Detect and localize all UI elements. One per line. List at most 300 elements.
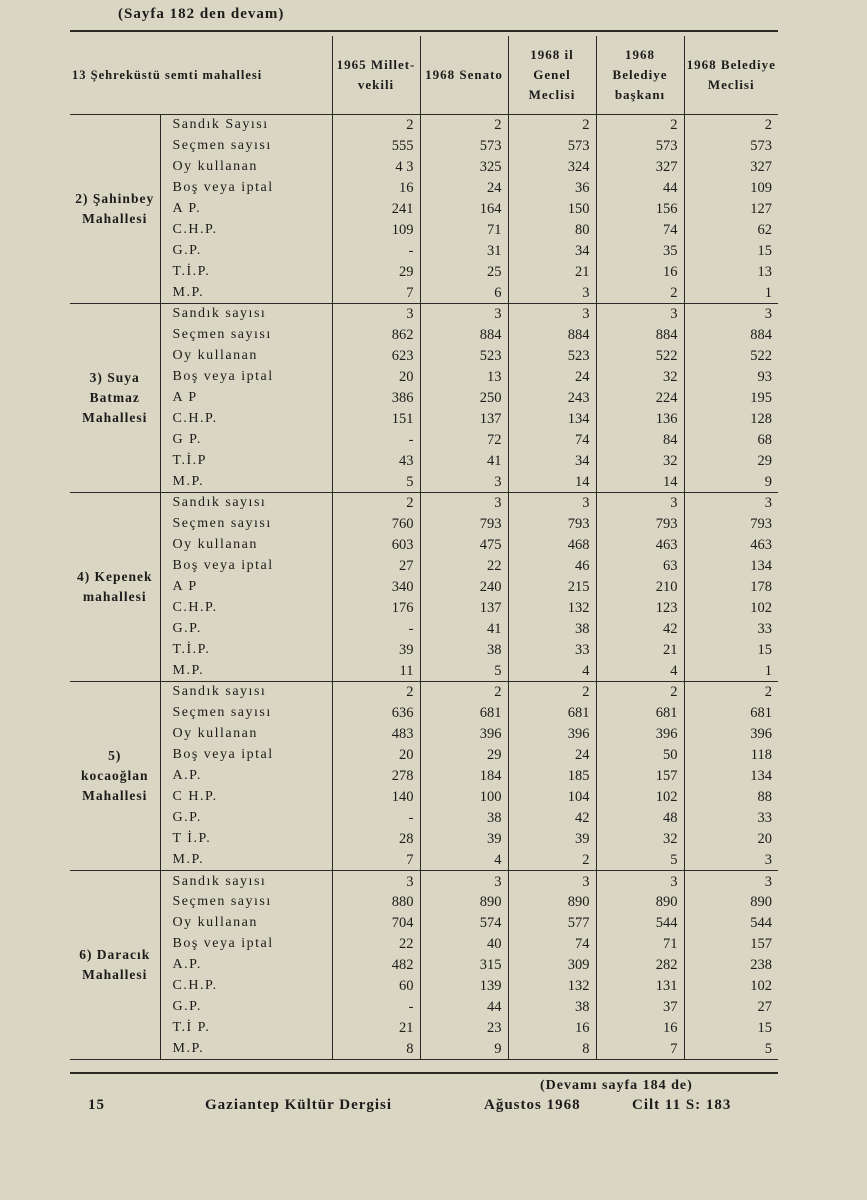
cell-value: 14 <box>596 471 684 492</box>
cell-value: 4 3 <box>332 157 420 178</box>
cell-value: 46 <box>508 556 596 577</box>
cell-value: 104 <box>508 787 596 808</box>
election-results-table <box>70 36 778 1060</box>
cell-value: 134 <box>508 408 596 429</box>
neighborhood-name: 3) Suya Batmaz Mahallesi <box>70 304 160 493</box>
cell-value: 396 <box>684 724 778 745</box>
row-label: M.P. <box>160 849 332 870</box>
row-label: T.İ.P <box>160 450 332 471</box>
cell-value: 5 <box>596 849 684 870</box>
neighborhood-name: 5) kocaoğlan Mahallesi <box>70 682 160 871</box>
row-label: C.H.P. <box>160 219 332 240</box>
cell-value: 60 <box>332 976 420 997</box>
cell-value: 74 <box>508 429 596 450</box>
cell-value: 41 <box>420 450 508 471</box>
cell-value: 681 <box>420 703 508 724</box>
cell-value: 14 <box>508 471 596 492</box>
row-label: Boş veya iptal <box>160 745 332 766</box>
header-1965-deputy: 1965 Millet-vekili <box>332 36 420 115</box>
cell-value: 33 <box>684 807 778 828</box>
cell-value: 396 <box>508 724 596 745</box>
cell-value: 178 <box>684 577 778 598</box>
cell-value: 68 <box>684 429 778 450</box>
row-label: C.H.P. <box>160 976 332 997</box>
row-label: Seçmen sayısı <box>160 325 332 346</box>
cell-value: 475 <box>420 535 508 556</box>
table-row <box>70 157 778 178</box>
cell-value: 164 <box>420 199 508 220</box>
row-label: T.İ.P. <box>160 261 332 282</box>
cell-value: 577 <box>508 913 596 934</box>
table-row <box>70 535 778 556</box>
cell-value: 325 <box>420 157 508 178</box>
cell-value: 468 <box>508 535 596 556</box>
row-label: Boş veya iptal <box>160 556 332 577</box>
row-label: C.H.P. <box>160 597 332 618</box>
row-label: Seçmen sayısı <box>160 514 332 535</box>
cell-value: 2 <box>508 115 596 136</box>
cell-value: 157 <box>596 766 684 787</box>
page-number: 15 <box>88 1097 105 1113</box>
cell-value: 636 <box>332 703 420 724</box>
table-row <box>70 828 778 849</box>
cell-value: 15 <box>684 639 778 660</box>
table-row <box>70 346 778 367</box>
cell-value: 327 <box>684 157 778 178</box>
cell-value: 315 <box>420 955 508 976</box>
cell-value: 573 <box>508 136 596 157</box>
table-row <box>70 556 778 577</box>
cell-value: 102 <box>684 597 778 618</box>
cell-value: 134 <box>684 556 778 577</box>
cell-value: 3 <box>684 871 778 892</box>
cell-value: 3 <box>420 304 508 325</box>
cell-value: 573 <box>420 136 508 157</box>
cell-value: 3 <box>596 871 684 892</box>
row-label: G.P. <box>160 240 332 261</box>
row-label: G.P. <box>160 618 332 639</box>
table-header-row <box>70 36 778 115</box>
cell-value: 2 <box>596 282 684 303</box>
row-label: C H.P. <box>160 787 332 808</box>
row-label: G.P. <box>160 807 332 828</box>
cell-value: 127 <box>684 199 778 220</box>
row-label: Boş veya iptal <box>160 178 332 199</box>
cell-value: 8 <box>508 1038 596 1059</box>
cell-value: 555 <box>332 136 420 157</box>
cell-value: 5 <box>420 660 508 681</box>
cell-value: 38 <box>508 618 596 639</box>
cell-value: 150 <box>508 199 596 220</box>
cell-value: 3 <box>332 304 420 325</box>
row-label: T İ.P. <box>160 828 332 849</box>
row-label: Sandık sayısı <box>160 493 332 514</box>
cell-value: - <box>332 807 420 828</box>
table-row <box>70 388 778 409</box>
table-row <box>70 282 778 303</box>
cell-value: 156 <box>596 199 684 220</box>
table-row <box>70 136 778 157</box>
cell-value: 137 <box>420 408 508 429</box>
cell-value: 137 <box>420 597 508 618</box>
neighborhood-name: 4) Kepenek mahallesi <box>70 493 160 682</box>
cell-value: 2 <box>684 115 778 136</box>
journal-name: Gaziantep Kültür Dergisi <box>205 1097 393 1113</box>
cell-value: 2 <box>596 115 684 136</box>
cell-value: 39 <box>420 828 508 849</box>
cell-value: 136 <box>596 408 684 429</box>
cell-value: 84 <box>596 429 684 450</box>
cell-value: 862 <box>332 325 420 346</box>
table-row <box>70 618 778 639</box>
cell-value: 3 <box>596 493 684 514</box>
cell-value: 3 <box>508 871 596 892</box>
neighborhood-name: 6) Daracık Mahallesi <box>70 871 160 1060</box>
cell-value: 574 <box>420 913 508 934</box>
cell-value: - <box>332 618 420 639</box>
cell-value: 13 <box>684 261 778 282</box>
row-label: Boş veya iptal <box>160 934 332 955</box>
cell-value: 132 <box>508 976 596 997</box>
cell-value: 71 <box>596 934 684 955</box>
table-row <box>70 787 778 808</box>
cell-value: 32 <box>596 450 684 471</box>
cell-value: 890 <box>508 892 596 913</box>
table-body <box>70 115 778 1060</box>
table-row <box>70 1038 778 1059</box>
cell-value: 100 <box>420 787 508 808</box>
row-label: G P. <box>160 429 332 450</box>
cell-value: 793 <box>596 514 684 535</box>
cell-value: 42 <box>508 807 596 828</box>
cell-value: 34 <box>508 450 596 471</box>
cell-value: 7 <box>596 1038 684 1059</box>
cell-value: 24 <box>508 745 596 766</box>
cell-value: 48 <box>596 807 684 828</box>
cell-value: 118 <box>684 745 778 766</box>
cell-value: 25 <box>420 261 508 282</box>
cell-value: 522 <box>596 346 684 367</box>
table-row <box>70 996 778 1017</box>
cell-value: 2 <box>596 682 684 703</box>
cell-value: 238 <box>684 955 778 976</box>
cell-value: 3 <box>684 304 778 325</box>
cell-value: 71 <box>420 219 508 240</box>
cell-value: 9 <box>420 1038 508 1059</box>
cell-value: 50 <box>596 745 684 766</box>
cell-value: 128 <box>684 408 778 429</box>
cell-value: 4 <box>596 660 684 681</box>
cell-value: 3 <box>420 471 508 492</box>
cell-value: 8 <box>332 1038 420 1059</box>
table-row <box>70 577 778 598</box>
cell-value: 27 <box>684 996 778 1017</box>
cell-value: 139 <box>420 976 508 997</box>
table-row <box>70 682 778 703</box>
cell-value: 131 <box>596 976 684 997</box>
cell-value: 29 <box>332 261 420 282</box>
cell-value: 16 <box>508 1017 596 1038</box>
table-row <box>70 871 778 892</box>
cell-value: 2 <box>420 115 508 136</box>
cell-value: 681 <box>684 703 778 724</box>
row-label: C.H.P. <box>160 408 332 429</box>
cell-value: 44 <box>420 996 508 1017</box>
cell-value: 544 <box>684 913 778 934</box>
neighborhood-name: 2) Şahinbey Mahallesi <box>70 115 160 304</box>
table-row <box>70 514 778 535</box>
row-label: G.P. <box>160 996 332 1017</box>
row-label: T.İ.P. <box>160 639 332 660</box>
cell-value: 185 <box>508 766 596 787</box>
cell-value: 396 <box>420 724 508 745</box>
issue-date: Ağustos 1968 <box>484 1097 581 1113</box>
cell-value: 28 <box>332 828 420 849</box>
table-row <box>70 913 778 934</box>
table-row <box>70 976 778 997</box>
volume-issue: Cilt 11 S: 183 <box>632 1097 732 1113</box>
row-label: Sandık sayısı <box>160 304 332 325</box>
row-label: A P <box>160 577 332 598</box>
cell-value: 123 <box>596 597 684 618</box>
cell-value: 44 <box>596 178 684 199</box>
table-row <box>70 955 778 976</box>
cell-value: 3 <box>508 282 596 303</box>
cell-value: 36 <box>508 178 596 199</box>
cell-value: 80 <box>508 219 596 240</box>
row-label: Oy kullanan <box>160 913 332 934</box>
cell-value: 24 <box>420 178 508 199</box>
cell-value: 62 <box>684 219 778 240</box>
cell-value: 21 <box>596 639 684 660</box>
cell-value: 215 <box>508 577 596 598</box>
cell-value: 102 <box>684 976 778 997</box>
cell-value: 24 <box>508 367 596 388</box>
cell-value: 29 <box>684 450 778 471</box>
cell-value: 760 <box>332 514 420 535</box>
header-1968-municipal-council: 1968 Belediye Meclisi <box>684 36 778 115</box>
cell-value: 544 <box>596 913 684 934</box>
row-label: Oy kullanan <box>160 724 332 745</box>
row-label: Oy kullanan <box>160 157 332 178</box>
cell-value: 74 <box>596 219 684 240</box>
table-row <box>70 724 778 745</box>
cell-value: 21 <box>332 1017 420 1038</box>
cell-value: 22 <box>420 556 508 577</box>
cell-value: 793 <box>508 514 596 535</box>
cell-value: 522 <box>684 346 778 367</box>
cell-value: 31 <box>420 240 508 261</box>
cell-value: 3 <box>684 493 778 514</box>
cell-value: 3 <box>420 493 508 514</box>
row-label: M.P. <box>160 282 332 303</box>
row-label: Seçmen sayısı <box>160 703 332 724</box>
table-row <box>70 703 778 724</box>
cell-value: 37 <box>596 996 684 1017</box>
cell-value: 7 <box>332 849 420 870</box>
table-row <box>70 304 778 325</box>
cell-value: 38 <box>420 639 508 660</box>
cell-value: 2 <box>332 682 420 703</box>
cell-value: 1 <box>684 282 778 303</box>
cell-value: 2 <box>332 493 420 514</box>
cell-value: 15 <box>684 1017 778 1038</box>
table-row <box>70 115 778 136</box>
header-1968-provincial-council: 1968 il Genel Meclisi <box>508 36 596 115</box>
cell-value: - <box>332 240 420 261</box>
cell-value: 324 <box>508 157 596 178</box>
cell-value: 880 <box>332 892 420 913</box>
row-label: Oy kullanan <box>160 535 332 556</box>
cell-value: 63 <box>596 556 684 577</box>
cell-value: 224 <box>596 388 684 409</box>
cell-value: 134 <box>684 766 778 787</box>
row-label: T.İ P. <box>160 1017 332 1038</box>
cell-value: 793 <box>684 514 778 535</box>
table-row <box>70 367 778 388</box>
table-row <box>70 849 778 870</box>
row-label: M.P. <box>160 471 332 492</box>
cell-value: 109 <box>684 178 778 199</box>
cell-value: 27 <box>332 556 420 577</box>
row-label: M.P. <box>160 660 332 681</box>
cell-value: 5 <box>332 471 420 492</box>
cell-value: 102 <box>596 787 684 808</box>
cell-value: 21 <box>508 261 596 282</box>
cell-value: 623 <box>332 346 420 367</box>
cell-value: 4 <box>420 849 508 870</box>
table-row <box>70 597 778 618</box>
table-row <box>70 240 778 261</box>
row-label: Seçmen sayısı <box>160 892 332 913</box>
cell-value: 704 <box>332 913 420 934</box>
cell-value: 1 <box>684 660 778 681</box>
cell-value: 157 <box>684 934 778 955</box>
row-label: Seçmen sayısı <box>160 136 332 157</box>
table-row <box>70 408 778 429</box>
cell-value: 38 <box>508 996 596 1017</box>
cell-value: 603 <box>332 535 420 556</box>
cell-value: 39 <box>332 639 420 660</box>
table-row <box>70 660 778 681</box>
cell-value: 884 <box>684 325 778 346</box>
cell-value: 32 <box>596 828 684 849</box>
header-1968-mayor: 1968 Belediye başkanı <box>596 36 684 115</box>
table-row <box>70 471 778 492</box>
table-row <box>70 745 778 766</box>
cell-value: 890 <box>684 892 778 913</box>
cell-value: 3 <box>684 849 778 870</box>
row-label: A P. <box>160 199 332 220</box>
cell-value: 573 <box>684 136 778 157</box>
cell-value: 43 <box>332 450 420 471</box>
row-label: A.P. <box>160 766 332 787</box>
cell-value: 681 <box>596 703 684 724</box>
cell-value: 93 <box>684 367 778 388</box>
table-row <box>70 450 778 471</box>
cell-value: 386 <box>332 388 420 409</box>
cell-value: 523 <box>508 346 596 367</box>
table-row <box>70 766 778 787</box>
cell-value: 13 <box>420 367 508 388</box>
cell-value: 243 <box>508 388 596 409</box>
cell-value: 132 <box>508 597 596 618</box>
cell-value: 340 <box>332 577 420 598</box>
row-label: Sandık sayısı <box>160 871 332 892</box>
cell-value: 41 <box>420 618 508 639</box>
table-row <box>70 325 778 346</box>
row-label: Boş veya iptal <box>160 367 332 388</box>
cell-value: 5 <box>684 1038 778 1059</box>
header-district: 13 Şehreküstü semti mahallesi <box>70 36 332 115</box>
cell-value: - <box>332 996 420 1017</box>
cell-value: - <box>332 429 420 450</box>
cell-value: 88 <box>684 787 778 808</box>
top-rule <box>70 30 778 32</box>
table-row <box>70 493 778 514</box>
cell-value: 29 <box>420 745 508 766</box>
row-label: M.P. <box>160 1038 332 1059</box>
cell-value: 483 <box>332 724 420 745</box>
table-row <box>70 892 778 913</box>
cell-value: 890 <box>420 892 508 913</box>
continued-from-caption: (Sayfa 182 den devam) <box>118 6 285 22</box>
table-row <box>70 261 778 282</box>
bottom-rule <box>70 1072 778 1074</box>
cell-value: 74 <box>508 934 596 955</box>
cell-value: 210 <box>596 577 684 598</box>
table-row <box>70 639 778 660</box>
cell-value: 32 <box>596 367 684 388</box>
row-label: Sandık Sayısı <box>160 115 332 136</box>
cell-value: 2 <box>508 682 596 703</box>
cell-value: 4 <box>508 660 596 681</box>
cell-value: 33 <box>684 618 778 639</box>
table-row <box>70 1017 778 1038</box>
cell-value: 309 <box>508 955 596 976</box>
cell-value: 3 <box>332 871 420 892</box>
cell-value: 40 <box>420 934 508 955</box>
table-row <box>70 199 778 220</box>
cell-value: 681 <box>508 703 596 724</box>
cell-value: 176 <box>332 597 420 618</box>
cell-value: 72 <box>420 429 508 450</box>
cell-value: 16 <box>596 1017 684 1038</box>
cell-value: 39 <box>508 828 596 849</box>
cell-value: 16 <box>332 178 420 199</box>
cell-value: 240 <box>420 577 508 598</box>
cell-value: 34 <box>508 240 596 261</box>
cell-value: 250 <box>420 388 508 409</box>
continued-on-note: (Devamı sayfa 184 de) <box>540 1078 693 1093</box>
table-row <box>70 219 778 240</box>
table-row <box>70 178 778 199</box>
cell-value: 20 <box>684 828 778 849</box>
cell-value: 2 <box>332 115 420 136</box>
cell-value: 20 <box>332 745 420 766</box>
cell-value: 463 <box>596 535 684 556</box>
cell-value: 3 <box>596 304 684 325</box>
cell-value: 890 <box>596 892 684 913</box>
row-label: A P <box>160 388 332 409</box>
cell-value: 463 <box>684 535 778 556</box>
cell-value: 6 <box>420 282 508 303</box>
cell-value: 16 <box>596 261 684 282</box>
cell-value: 33 <box>508 639 596 660</box>
cell-value: 3 <box>508 493 596 514</box>
cell-value: 2 <box>420 682 508 703</box>
cell-value: 7 <box>332 282 420 303</box>
